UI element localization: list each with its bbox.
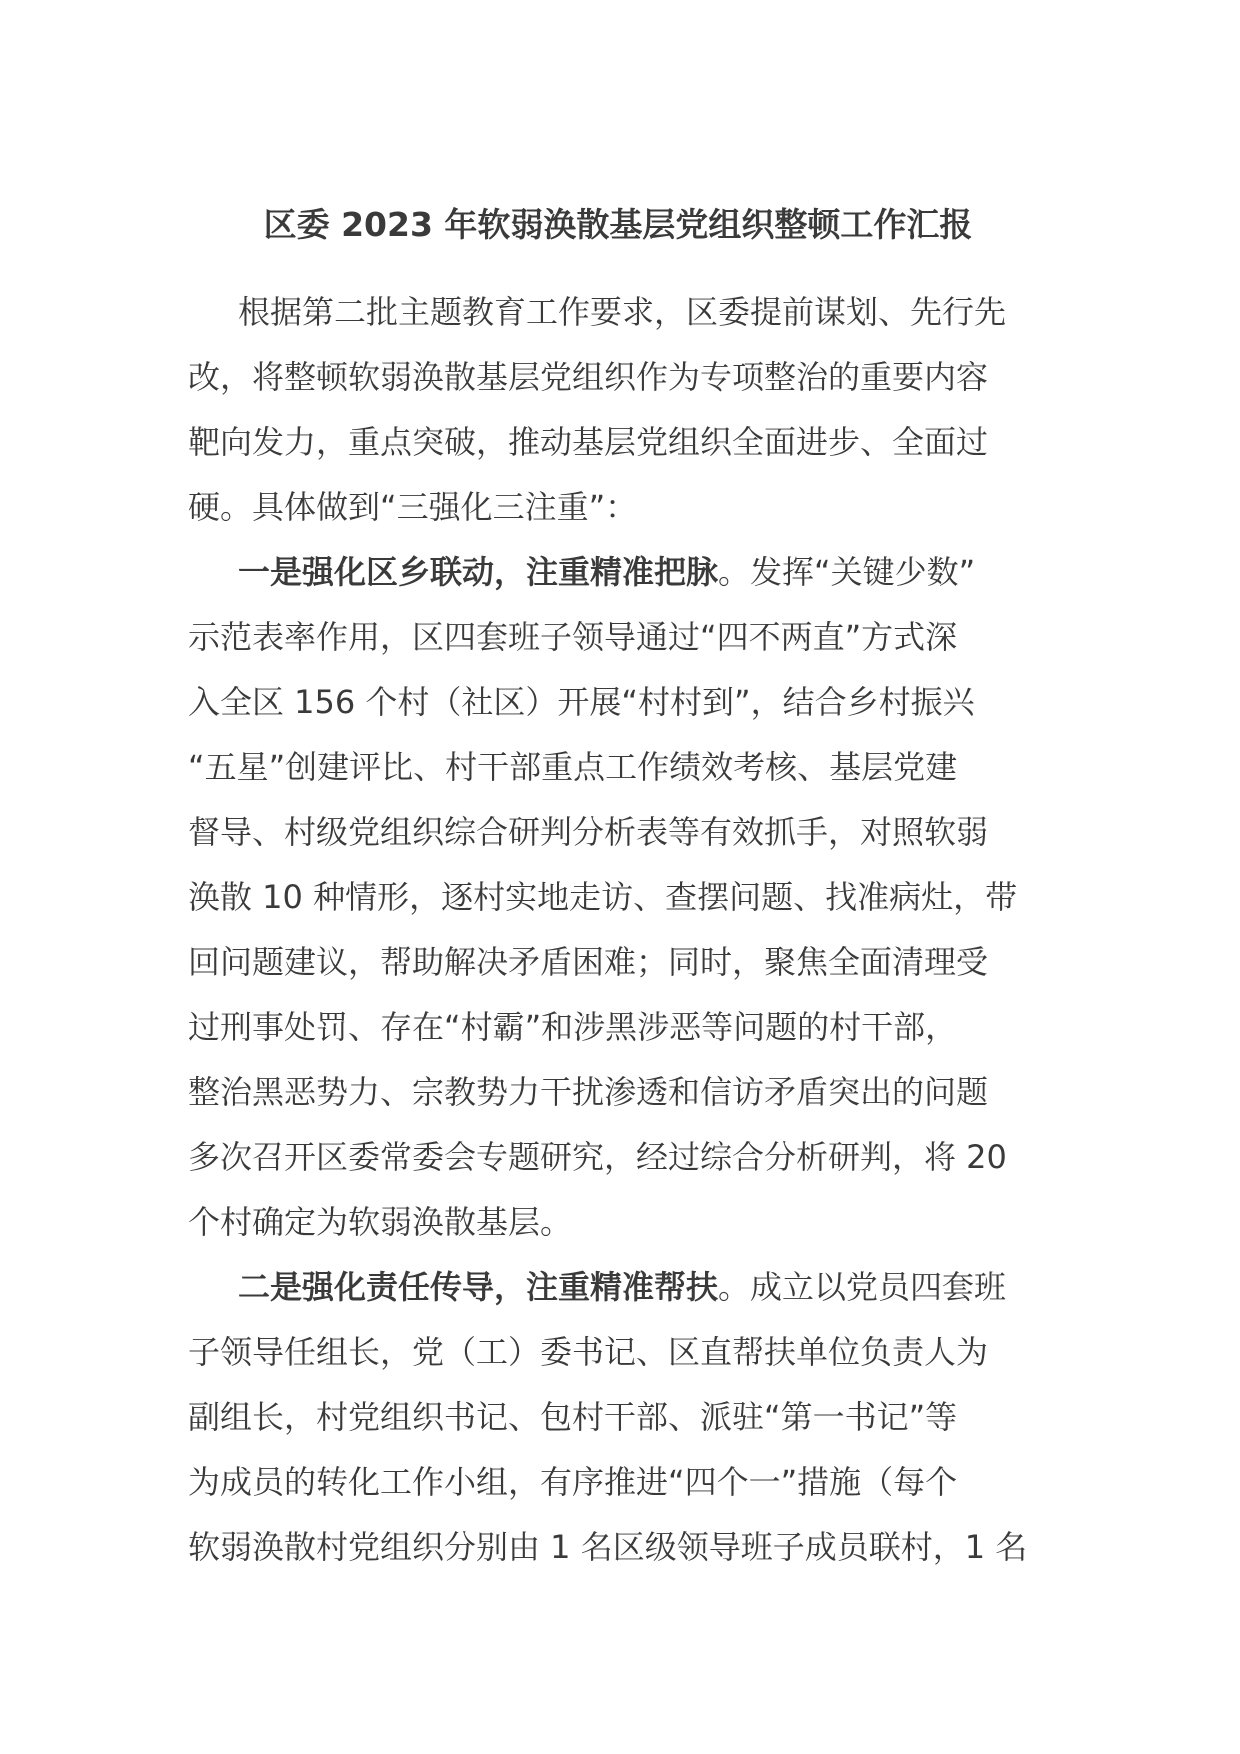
line-text: 涣散 10 种情形，逐村实地走访、查摆问题、找准病灶，带 [188,878,1018,916]
line-text: 示范表率作用，区四套班子领导通过“四不两直”方式深 [188,618,958,656]
line-text: 副组长，村党组织书记、包村干部、派驻“第一书记”等 [188,1398,958,1436]
text-line [188,605,1056,670]
text-line [188,1385,1056,1450]
line-text: 。成立以党员四套班 [718,1268,1007,1306]
document-body [188,280,1056,1580]
line-text: 为成员的转化工作小组，有序推进“四个一”措施（每个 [188,1463,958,1501]
line-text: 入全区 156 个村（社区）开展“村村到”，结合乡村振兴 [188,683,975,721]
line-text: 根据第二批主题教育工作要求，区委提前谋划、先行先 [238,293,1007,331]
line-text: 多次召开区委常委会专题研究，经过综合分析研判，将 20 [188,1138,1007,1176]
text-line [188,345,1056,410]
text-line [188,995,1056,1060]
line-text: 个村确定为软弱涣散基层。 [188,1203,573,1241]
text-line [188,1450,1056,1515]
text-line [188,280,1056,345]
line-text: 靶向发力，重点突破，推动基层党组织全面进步、全面过 [188,423,989,461]
text-line [188,1125,1056,1190]
line-text: 改，将整顿软弱涣散基层党组织作为专项整治的重要内容 [188,358,989,396]
text-line [188,930,1056,995]
document-title: 区委 2023 年软弱涣散基层党组织整顿工作汇报 [263,205,973,244]
text-line [188,1255,1056,1320]
text-line [188,735,1056,800]
text-line [188,865,1056,930]
line-text: 回问题建议，帮助解决矛盾困难；同时，聚焦全面清理受 [188,943,989,981]
text-line [188,1515,1056,1580]
line-text: 督导、村级党组织综合研判分析表等有效抓手，对照软弱 [188,813,989,851]
bold-heading: 二是强化责任传导，注重精准帮扶 [238,1268,719,1306]
text-line [188,1190,1056,1255]
line-text: 整治黑恶势力、宗教势力干扰渗透和信访矛盾突出的问题 [188,1073,989,1111]
line-text: 子领导任组长，党（工）委书记、区直帮扶单位负责人为 [188,1333,989,1371]
bold-heading: 一是强化区乡联动，注重精准把脉 [238,553,719,591]
text-line [188,800,1056,865]
text-line [188,475,1056,540]
text-line [188,1320,1056,1385]
line-text: 。发挥“关键少数” [718,553,976,591]
text-line [188,410,1056,475]
line-text: 软弱涣散村党组织分别由 1 名区级领导班子成员联村，1 名 [188,1528,1028,1566]
text-line [188,1060,1056,1125]
line-text: 硬。具体做到“三强化三注重”： [188,488,638,526]
text-line [188,540,1056,605]
line-text: 过刑事处罚、存在“村霸”和涉黑涉恶等问题的村干部， [188,1008,958,1046]
line-text: “五星”创建评比、村干部重点工作绩效考核、基层党建 [188,748,958,786]
text-line [188,670,1056,735]
